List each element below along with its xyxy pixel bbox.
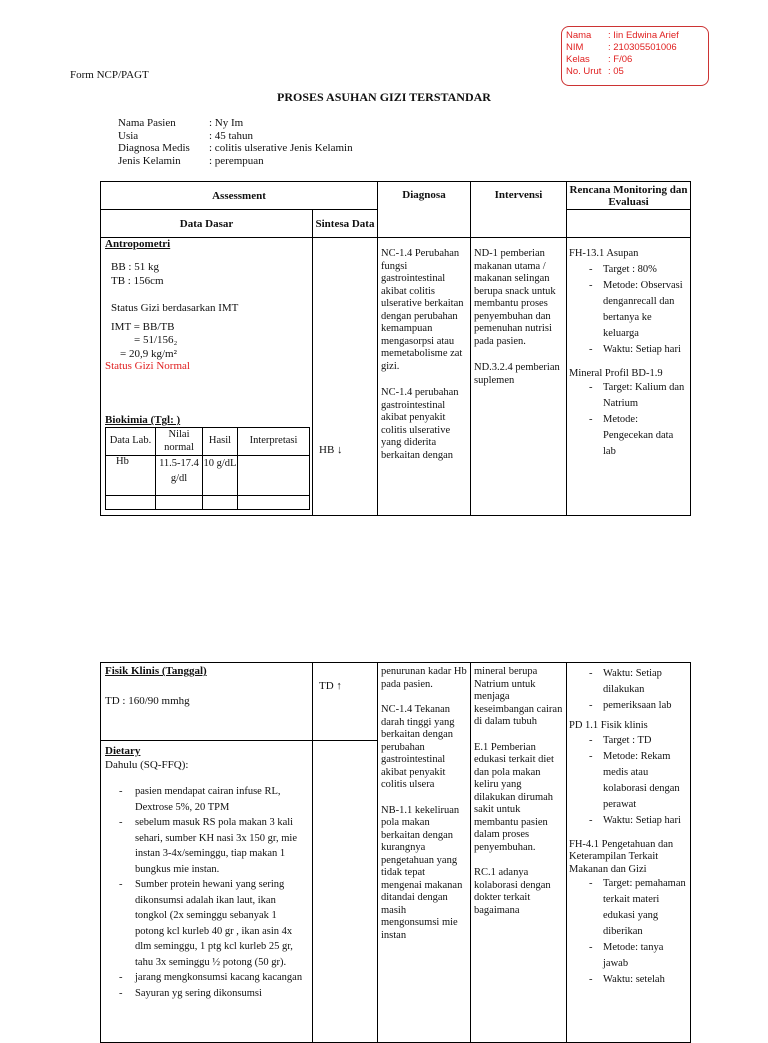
ncp-table-page1 (100, 181, 691, 516)
diagnosa-cell (378, 663, 471, 1043)
header-monitoring-blank (567, 210, 691, 238)
sintesa-cell (313, 663, 378, 1043)
sintesa-td: TD ↑ (319, 680, 342, 692)
patient-label: Diagnosa Medis (118, 142, 190, 154)
intervensi-text: RC.1 adanya kolaborasi dengan dokter terkait bagaimana (474, 867, 551, 916)
student-class-row (566, 54, 708, 66)
patient-label: Usia (118, 129, 139, 142)
student-value: : 210305501006 (608, 42, 677, 53)
dietary-item: - sebelum masuk RS pola makan 3 kali sehari, sumber KH nasi 3x 150 gr, mie instan 3-4x/seminggu, tiap makan 1 bungkus mie instan. (101, 815, 307, 877)
diagnosa-text: penurunan kadar Hb pada pasien. (381, 666, 467, 690)
monitoring-item: - pemeriksaan lab (569, 698, 688, 714)
lab-cell-empty (106, 496, 156, 510)
monitoring-item: - Waktu: setelah (569, 972, 688, 988)
monitoring-title: Mineral Profil BD-1.9 (569, 367, 663, 379)
fisik-heading: Fisik Klinis (Tanggal) (105, 665, 207, 677)
student-value: : 05 (608, 66, 624, 77)
header-sintesa: Sintesa Data (313, 210, 378, 238)
student-label: Nama (566, 30, 592, 41)
student-name-row (566, 30, 708, 42)
lab-col-interpretasi: Interpretasi (238, 428, 310, 456)
monitoring-title: FH-4.1 Pengetahuan dan Keterampilan Terkait Makanan dan Gizi (569, 838, 674, 875)
lab-cell-hasil: 10 g/dL (203, 456, 238, 496)
imt-calc: = 51/156₂ (134, 334, 178, 346)
patient-row (118, 142, 353, 155)
page-title: PROSES ASUHAN GIZI TERSTANDAR (277, 90, 491, 104)
data-dasar-cell (101, 238, 313, 516)
student-value: : F/06 (608, 54, 633, 65)
monitoring-item: - Waktu: Setiap dilakukan (569, 666, 688, 698)
data-dasar-cell (101, 663, 313, 1043)
monitoring-item: - Waktu: Setiap hari (569, 813, 688, 829)
intervensi-text: ND-1 pemberian makanan utama / makanan selingan berupa snack untuk membantu proses penyembuhan dan pemenuhan nutrisi pada pasien. (474, 248, 556, 347)
patient-label: Nama Pasien (118, 117, 176, 129)
monitoring-title: PD 1.1 Fisik klinis (569, 720, 648, 731)
monitoring-item: - Target : TD (569, 733, 688, 749)
ncp-table-page2 (100, 662, 691, 1043)
monitoring-item: - Metode: Rekam medis atau kolaborasi dengan perawat (569, 749, 688, 813)
status-label: Status Gizi berdasarkan IMT (111, 302, 239, 314)
patient-value: : colitis ulserative Jenis Kelamin (209, 142, 353, 154)
monitoring-list (569, 380, 688, 460)
monitoring-item: - Target: pemahaman terkait materi edukasi yang diberikan (569, 876, 688, 940)
patient-info (118, 117, 353, 167)
monitoring-list (569, 666, 688, 714)
weight-value: BB : 51 kg (111, 261, 159, 273)
monitoring-title: FH-13.1 Asupan (569, 248, 639, 259)
dietary-list (101, 784, 307, 1001)
monitoring-list (569, 876, 688, 988)
monitoring-cell (567, 238, 691, 516)
dietary-item: - jarang mengkonsumsi kacang kacangan (101, 970, 307, 986)
lab-cell-empty (203, 496, 238, 510)
patient-label: Jenis Kelamin (118, 154, 181, 167)
monitoring-list (569, 733, 688, 829)
section-divider (101, 740, 313, 741)
dietary-item: - pasien mendapat cairan infuse RL, Dextrose 5%, 20 TPM (101, 784, 307, 815)
monitoring-list (569, 262, 688, 358)
lab-col-hasil: Hasil (203, 428, 238, 456)
monitoring-item: - Metode: Observasi denganrecall dan bertanya ke keluarga (569, 278, 688, 342)
form-label: Form NCP/PAGT (70, 69, 149, 81)
patient-value: : perempuan (209, 154, 264, 167)
lab-cell-hb: Hb (106, 456, 156, 496)
diagnosa-text: NB-1.1 kekeliruan pola makan berkaitan dengan kurangnya pengetahuan yang tidak tepat mengenai makanan ditandai dengan masih mengonsumsi mie instan (381, 804, 463, 941)
nutrition-status: Status Gizi Normal (105, 360, 190, 372)
section-divider (313, 740, 378, 741)
dietary-item: - Sayuran yg sering dikonsumsi (101, 986, 307, 1002)
lab-cell-empty (156, 496, 203, 510)
diagnosa-text: NC-1.4 perubahan gastrointestinal akibat penyakit colitis ulserative yang diderita berkaitan dengan (381, 387, 459, 461)
lab-col-data: Data Lab. (106, 428, 156, 456)
lab-cell-interpretasi (238, 456, 310, 496)
student-nim-row (566, 42, 708, 54)
student-label: No. Urut (566, 66, 602, 77)
student-number-row (566, 66, 708, 78)
diagnosa-text: NC-1.4 Tekanan darah tinggi yang berkaitan dengan perubahan gastrointestinal akibat penyakit colitis ulsera (381, 704, 455, 790)
sintesa-hb: HB ↓ (319, 444, 343, 456)
lab-table (105, 427, 310, 510)
monitoring-cell (567, 663, 691, 1043)
patient-value: : Ny Im (209, 117, 244, 129)
blood-pressure: TD : 160/90 mmhg (105, 695, 190, 707)
header-intervensi: Intervensi (471, 182, 567, 238)
header-diagnosa: Diagnosa (378, 182, 471, 238)
intervensi-text: mineral berupa Natrium untuk menjaga keseimbangan cairan di dalam tubuh (474, 666, 563, 727)
imt-result: = 20,9 kg/m² (120, 347, 177, 360)
header-monitoring: Rencana Monitoring dan Evaluasi (567, 182, 691, 210)
dietary-item: - Sumber protein hewani yang sering dikonsumsi adalah ikan laut, ikan tongkol (2x seminggu sebanyak 1 potong kcl kurleb 40 gr , ikan asin 4x dlm seminggu, 1 ptg kcl kurleb 25 gr, tahu 3x seminggu ½ potong (50 gr). (101, 877, 307, 970)
student-label: Kelas (566, 54, 590, 65)
lab-cell-normal: 11.5-17.4 g/dl (156, 456, 203, 496)
student-value: : Iin Edwina Arief (608, 30, 679, 41)
intervensi-text: ND.3.2.4 pemberian suplemen (474, 362, 560, 386)
diagnosa-cell (378, 238, 471, 516)
header-data-dasar: Data Dasar (101, 210, 313, 238)
header-assessment: Assessment (101, 182, 378, 210)
patient-row (118, 117, 353, 130)
monitoring-item: - Target : 80% (569, 262, 688, 278)
diagnosa-text: NC-1.4 Perubahan fungsi gastrointestinal akibat colitis ulserative berkaitan dengan perubahan kemampuan mengasorpsi atau memetabolisme zat gizi. (381, 248, 464, 372)
patient-row (118, 130, 353, 143)
student-label: NIM (566, 42, 584, 53)
monitoring-item: - Target: Kalium dan Natrium (569, 380, 688, 412)
lab-cell-empty (238, 496, 310, 510)
dietary-subheading: Dahulu (SQ-FFQ): (105, 759, 189, 771)
biokimia-heading: Biokimia (Tgl: ) (105, 414, 181, 426)
monitoring-item: - Waktu: Setiap hari (569, 342, 688, 358)
patient-value: : 45 tahun (209, 129, 253, 142)
dietary-heading: Dietary (105, 745, 141, 757)
patient-row (118, 155, 353, 168)
antropometri-block (111, 261, 238, 361)
intervensi-text: E.1 Pemberian edukasi terkait diet dan pola makan keliru yang dilakukan dirumah sakit untuk membantu pasien dalam proses penyembuhan. (474, 741, 554, 853)
monitoring-item: - Metode: Pengecekan data lab (569, 412, 688, 460)
monitoring-item: - Metode: tanya jawab (569, 940, 688, 972)
intervensi-cell (471, 663, 567, 1043)
lab-col-normal: Nilai normal (156, 428, 203, 456)
height-value: TB : 156cm (111, 274, 164, 287)
student-info-box (561, 26, 709, 86)
antropometri-heading: Antropometri (105, 238, 171, 250)
intervensi-cell (471, 238, 567, 516)
imt-formula: IMT = BB/TB (111, 320, 175, 333)
sintesa-cell (313, 238, 378, 516)
